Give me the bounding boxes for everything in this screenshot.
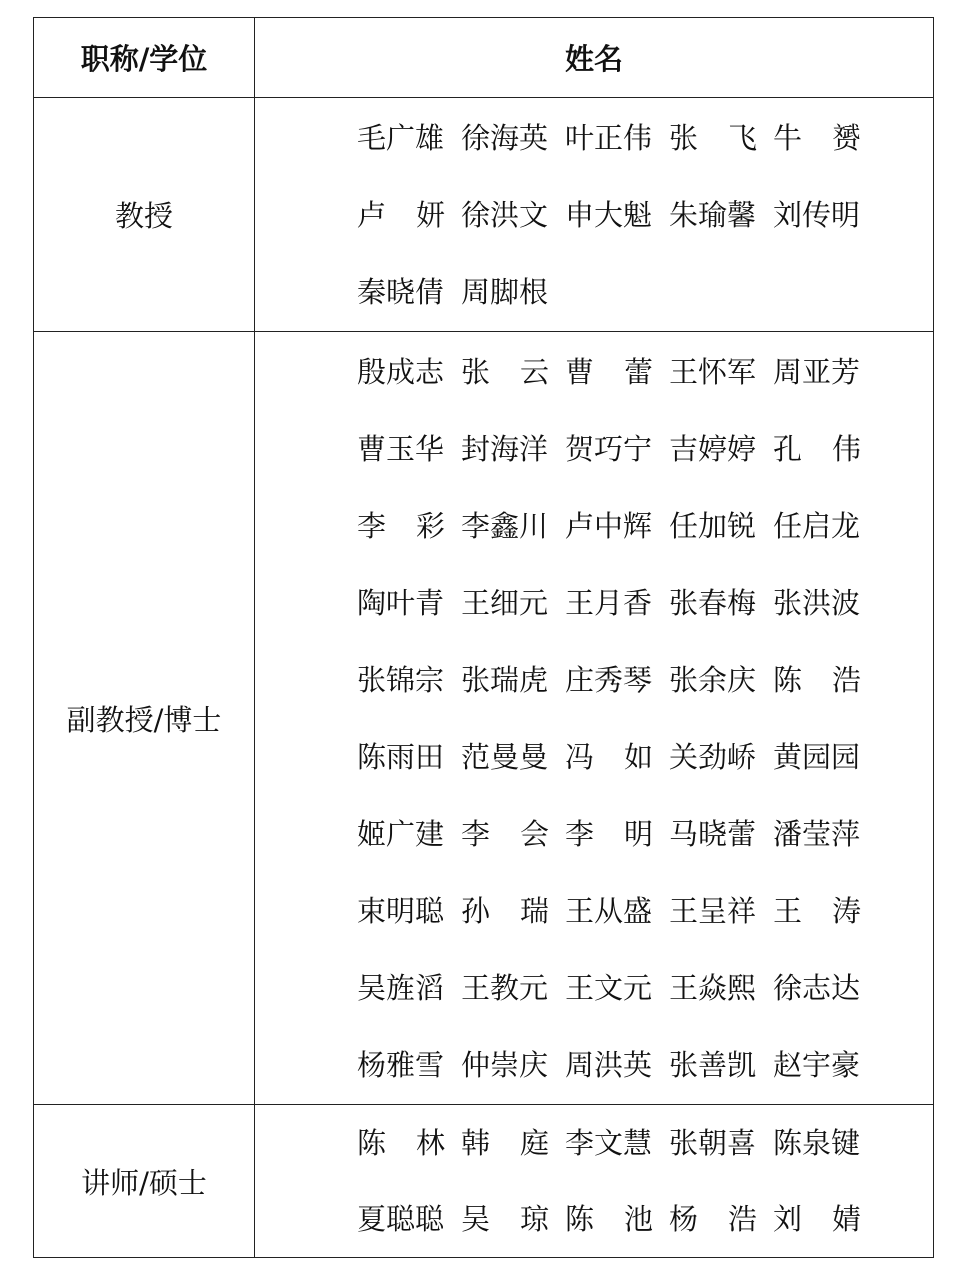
- name-entry: 陈 浩: [773, 663, 861, 697]
- name-entry: 张锦宗: [357, 663, 445, 697]
- names-grid: [255, 332, 933, 1104]
- name-entry: 范曼曼: [461, 740, 549, 774]
- name-entry: 朱瑜馨: [669, 198, 757, 232]
- name-entry: 仲崇庆: [461, 1048, 549, 1082]
- name-entry: 王呈祥: [669, 894, 757, 928]
- name-entry: 周洪英: [565, 1048, 653, 1082]
- name-entry: 张 飞: [669, 121, 757, 155]
- name-entry: 王焱熙: [669, 971, 757, 1005]
- name-entry: 王 涛: [773, 894, 861, 928]
- group-row-professor: [34, 98, 934, 332]
- name-entry: 李鑫川: [461, 509, 549, 543]
- name-entry: 冯 如: [565, 740, 653, 774]
- names-grid: [255, 1105, 933, 1257]
- name-entry: 李文慧: [565, 1125, 653, 1160]
- name-entry: 曹 蕾: [565, 355, 653, 389]
- name-entry: 卢 妍: [357, 198, 445, 232]
- name-entry: 陈 池: [565, 1201, 653, 1236]
- names-grid: [255, 98, 933, 331]
- name-entry: 束明聪: [357, 894, 445, 928]
- name-entry: 卢中辉: [565, 509, 653, 543]
- name-entry: 吴 琼: [461, 1201, 549, 1236]
- name-entry: 吴旌滔: [357, 971, 445, 1005]
- name-entry: 孔 伟: [773, 432, 861, 466]
- name-entry: 徐志达: [773, 971, 861, 1005]
- name-entry: 张瑞虎: [461, 663, 549, 697]
- name-entry: 庄秀琴: [565, 663, 653, 697]
- name-entry: 刘 婧: [773, 1201, 861, 1236]
- names-cell-associate-professor: [255, 332, 934, 1105]
- name-entry: 杨 浩: [669, 1201, 757, 1236]
- name-entry: 李 会: [461, 817, 549, 851]
- name-entry: 姬广建: [357, 817, 445, 851]
- header-row: [34, 18, 934, 98]
- name-entry: 杨雅雪: [357, 1048, 445, 1082]
- name-entry: 贺巧宁: [565, 432, 653, 466]
- name-entry: 毛广雄: [357, 121, 445, 155]
- name-entry: 孙 瑞: [461, 894, 549, 928]
- name-entry: 张 云: [461, 355, 549, 389]
- name-entry: 申大魁: [565, 198, 653, 232]
- name-entry: 叶正伟: [565, 121, 653, 155]
- name-entry: 赵宇豪: [773, 1048, 861, 1082]
- name-entry: 陈雨田: [357, 740, 445, 774]
- name-entry: 王教元: [461, 971, 549, 1005]
- name-entry: 周脚根: [461, 275, 549, 309]
- name-entry: 李 明: [565, 817, 653, 851]
- name-entry: 陈 林: [357, 1125, 445, 1160]
- name-entry: 马晓蕾: [669, 817, 757, 851]
- name-entry: 周亚芳: [773, 355, 861, 389]
- name-entry: 陈泉键: [773, 1125, 861, 1160]
- name-entry: 任加锐: [669, 509, 757, 543]
- name-entry: 张春梅: [669, 586, 757, 620]
- name-entry: 任启龙: [773, 509, 861, 543]
- name-entry: 张朝喜: [669, 1125, 757, 1160]
- name-entry: 韩 庭: [461, 1125, 549, 1160]
- name-entry: 陶叶青: [357, 586, 445, 620]
- name-entry: 曹玉华: [357, 432, 445, 466]
- group-row-lecturer: [34, 1105, 934, 1258]
- name-entry: 徐海英: [461, 121, 549, 155]
- group-title-lecturer: 讲师/硕士: [34, 1105, 255, 1258]
- name-entry: 殷成志: [357, 355, 445, 389]
- name-entry: 徐洪文: [461, 198, 549, 232]
- name-entry: 夏聪聪: [357, 1201, 445, 1236]
- staff-table: [33, 17, 934, 1258]
- name-entry: 王文元: [565, 971, 653, 1005]
- group-row-associate-professor: [34, 332, 934, 1105]
- name-entry: 牛 赟: [773, 121, 861, 155]
- name-entry: 封海洋: [461, 432, 549, 466]
- group-title-associate-professor: 副教授/博士: [34, 332, 255, 1105]
- names-cell-professor: [255, 98, 934, 332]
- name-entry: 张余庆: [669, 663, 757, 697]
- name-entry: 刘传明: [773, 198, 861, 232]
- name-entry: 王怀军: [669, 355, 757, 389]
- name-entry: 王从盛: [565, 894, 653, 928]
- name-entry: 李 彩: [357, 509, 445, 543]
- name-entry: 张善凯: [669, 1048, 757, 1082]
- name-entry: 张洪波: [773, 586, 861, 620]
- name-entry: 潘莹萍: [773, 817, 861, 851]
- name-entry: 王细元: [461, 586, 549, 620]
- group-title-professor: 教授: [34, 98, 255, 332]
- name-entry: 秦晓倩: [357, 275, 445, 309]
- name-entry: 王月香: [565, 586, 653, 620]
- name-entry: 关劲峤: [669, 740, 757, 774]
- name-entry: 黄园园: [773, 740, 861, 774]
- names-cell-lecturer: [255, 1105, 934, 1258]
- header-name: 姓名: [255, 18, 934, 98]
- name-entry: 吉婷婷: [669, 432, 757, 466]
- header-title-degree: 职称/学位: [34, 18, 255, 98]
